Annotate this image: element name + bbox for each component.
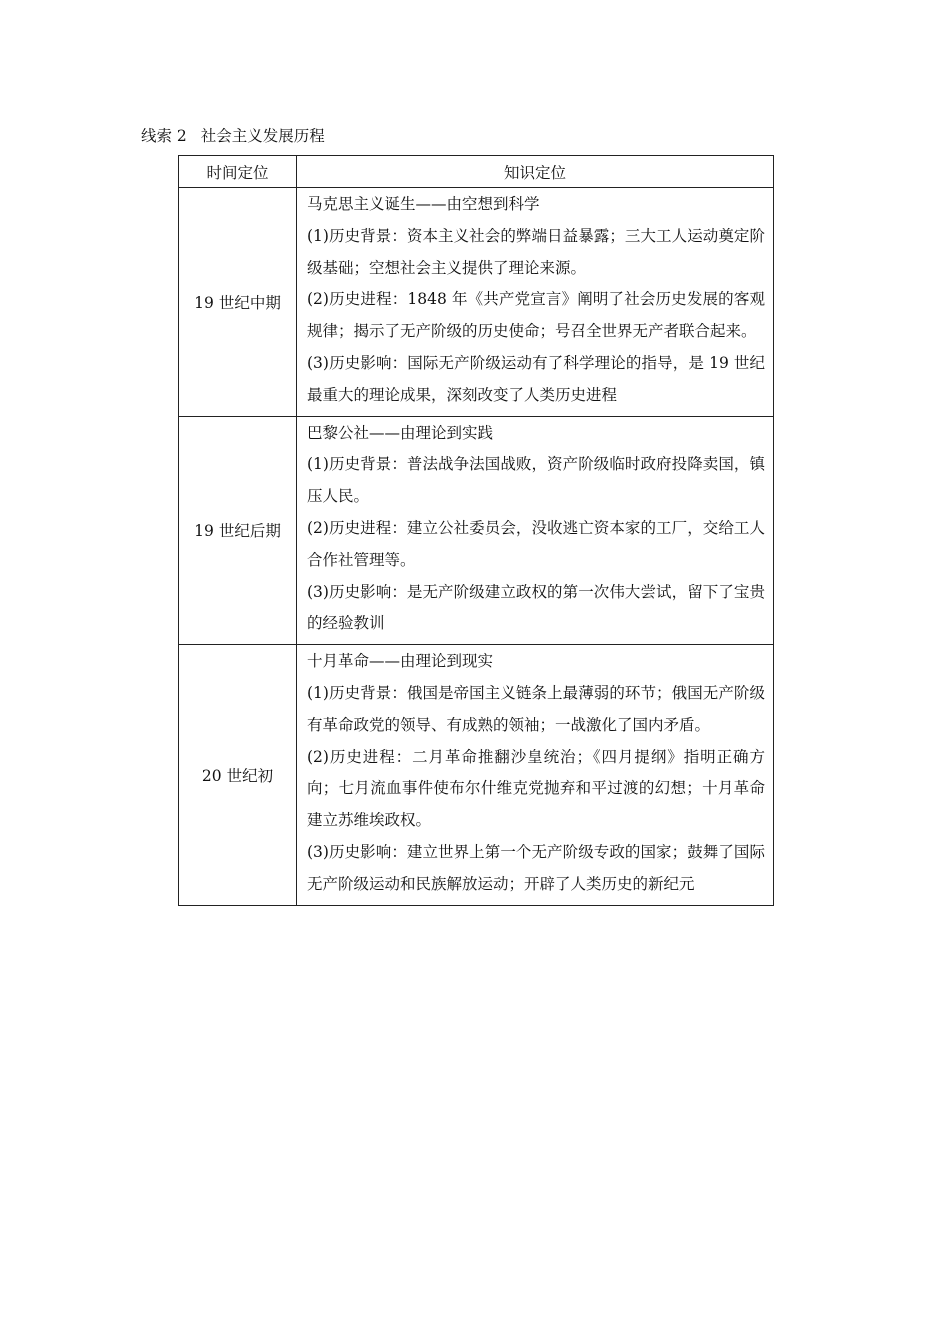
time-cell: 19 世纪中期 xyxy=(179,188,297,417)
topic-title: 马克思主义诞生——由空想到科学 xyxy=(307,195,540,213)
background-item: (1)历史背景：俄国是帝国主义链条上最薄弱的环节；俄国无产阶级有革命政党的领导、有成熟的领袖；一战激化了国内矛盾。 xyxy=(307,683,765,734)
table-header-row xyxy=(179,156,774,188)
impact-item: (3)历史影响：是无产阶级建立政权的第一次伟大尝试，留下了宝贵的经验教训 xyxy=(307,582,765,633)
section-heading: 社会主义发展历程 xyxy=(200,127,325,145)
knowledge-cell xyxy=(297,188,774,417)
section-label: 线索 2 xyxy=(141,127,187,145)
knowledge-cell xyxy=(297,416,774,645)
section-title xyxy=(141,126,325,146)
time-cell: 20 世纪初 xyxy=(179,645,297,905)
knowledge-table xyxy=(178,155,774,906)
process-item: (2)历史进程：二月革命推翻沙皇统治；《四月提纲》指明正确方向；七月流血事件使布尔什维克党抛弃和平过渡的幻想；十月革命建立苏维埃政权。 xyxy=(307,747,765,830)
topic-title: 巴黎公社——由理论到实践 xyxy=(307,423,494,442)
process-item: (2)历史进程：1848 年《共产党宣言》阐明了社会历史发展的客观规律；揭示了无产阶级的历史使命；号召全世界无产者联合起来。 xyxy=(307,290,765,341)
table-row xyxy=(179,416,774,645)
table-row xyxy=(179,188,774,417)
time-cell: 19 世纪后期 xyxy=(179,416,297,645)
knowledge-cell xyxy=(297,645,774,905)
impact-item: (3)历史影响：建立世界上第一个无产阶级专政的国家；鼓舞了国际无产阶级运动和民族解放运动；开辟了人类历史的新纪元 xyxy=(307,842,765,893)
impact-item: (3)历史影响：国际无产阶级运动有了科学理论的指导，是 19 世纪最重大的理论成果，深刻改变了人类历史进程 xyxy=(307,353,765,404)
background-item: (1)历史背景：普法战争法国战败，资产阶级临时政府投降卖国，镇压人民。 xyxy=(307,455,765,506)
topic-title: 十月革命——由理论到现实 xyxy=(307,652,494,671)
header-time: 时间定位 xyxy=(179,156,297,188)
background-item: (1)历史背景：资本主义社会的弊端日益暴露；三大工人运动奠定阶级基础；空想社会主义提供了理论来源。 xyxy=(307,226,765,277)
header-knowledge: 知识定位 xyxy=(297,156,774,188)
table-row xyxy=(179,645,774,905)
process-item: (2)历史进程：建立公社委员会，没收逃亡资本家的工厂，交给工人合作社管理等。 xyxy=(307,518,765,569)
